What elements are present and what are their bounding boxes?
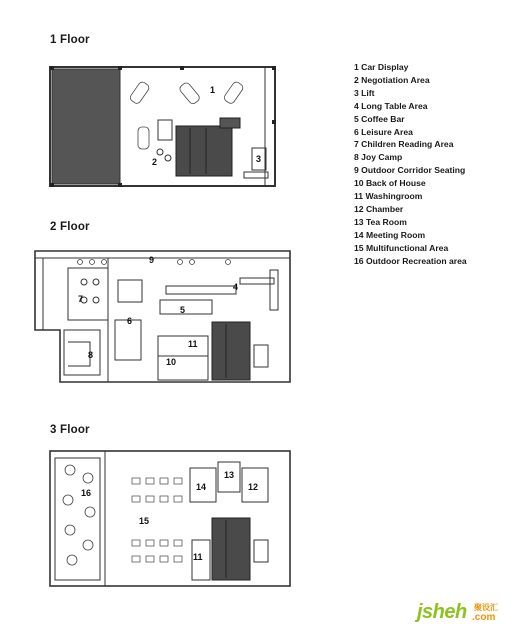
floor-3-core	[212, 518, 250, 580]
floor-2-label-7: 7	[78, 294, 84, 304]
floor-2-label-4: 4	[233, 282, 239, 292]
legend-item: 6 Leisure Area	[354, 126, 413, 137]
floor-2-label-9: 9	[149, 255, 155, 265]
legend-item: 9 Outdoor Corridor Seating	[354, 165, 466, 176]
legend-item: 7 Children Reading Area	[354, 139, 454, 150]
floor-1-label-2: 2	[152, 157, 158, 167]
legend-item: 16 Outdoor Recreation area	[354, 255, 467, 266]
legend-item: 1 Car Display	[354, 62, 409, 72]
floor-1-dark-block	[52, 69, 120, 184]
floor-2-label-8: 8	[88, 350, 94, 360]
legend-item: 15 Multifunctional Area	[354, 242, 449, 253]
floor-3-label-14: 14	[196, 482, 207, 492]
floor-1-plan	[50, 66, 276, 187]
floor-1-title: 1 Floor	[50, 34, 90, 46]
watermark-domain: .com	[472, 612, 496, 623]
legend-item: 11 Washingroom	[354, 191, 423, 202]
watermark-logo	[417, 601, 513, 627]
legend-item: 12 Chamber	[354, 203, 404, 214]
floor-3-label-16: 16	[81, 488, 92, 498]
legend	[354, 61, 467, 268]
floor-2-title: 2 Floor	[50, 221, 90, 233]
floor-2-label-10: 10	[166, 357, 177, 367]
legend-item: 10 Back of House	[354, 178, 426, 189]
floor-3-plan	[50, 451, 290, 586]
legend-item: 2 Negotiation Area	[354, 74, 430, 85]
floor-2-label-5: 5	[180, 305, 186, 315]
legend-item: 14 Meeting Room	[354, 229, 426, 240]
floor-1-label-3: 3	[256, 154, 262, 164]
legend-item: 13 Tea Room	[354, 216, 407, 227]
floor-3-label-11: 11	[193, 552, 203, 562]
watermark-brand: jsheh	[417, 601, 467, 623]
watermark-cn: 聚设汇	[474, 603, 498, 612]
floor-1-label-1: 1	[210, 85, 216, 95]
legend-item: 5 Coffee Bar	[354, 113, 405, 124]
floor-3-label-15: 15	[139, 516, 150, 526]
floor-1-core	[176, 126, 232, 176]
legend-item: 4 Long Table Area	[354, 100, 428, 111]
floor-3-label-13: 13	[224, 470, 235, 480]
floor-2-core	[212, 322, 250, 380]
floor-2-plan	[35, 251, 290, 382]
legend-item: 3 Lift	[354, 87, 375, 98]
floor-3-label-12: 12	[248, 482, 259, 492]
floor-2-label-11: 11	[188, 339, 198, 349]
legend-item: 8 Joy Camp	[354, 152, 403, 163]
floor-2-label-6: 6	[127, 316, 133, 326]
floor-3-title: 3 Floor	[50, 424, 90, 436]
